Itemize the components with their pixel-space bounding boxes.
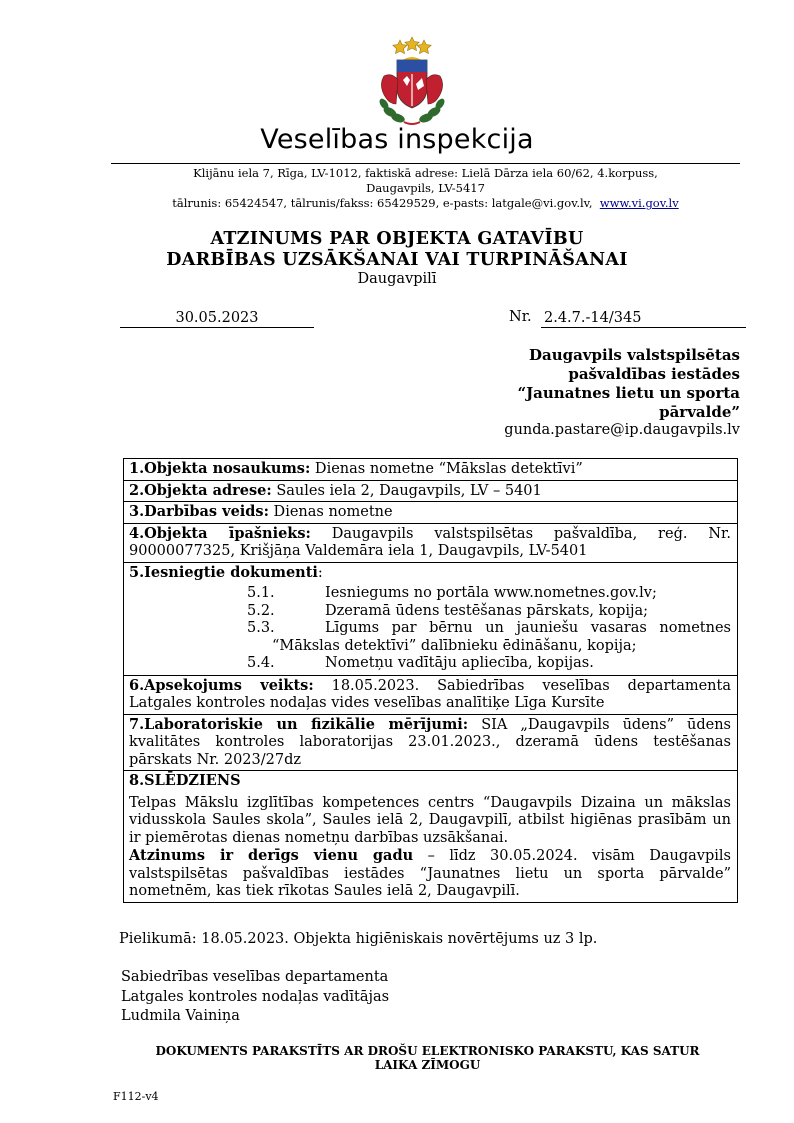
website-link[interactable]: www.vi.gov.lv (599, 196, 679, 210)
list-item: 5.2. Dzeramā ūdens testēšanas pārskats, kopija; (247, 602, 649, 619)
list-item: 5.4. Nometņu vadītāju apliecība, kopijas. (247, 655, 594, 671)
document-title-line-1: ATZINUMS PAR OBJEKTA GATAVĪBU (210, 229, 584, 249)
document-place: Daugavpilī (357, 271, 437, 287)
list-item: 5.3. Līgums par bērnu un jauniešu vasaras nometnes (247, 620, 731, 636)
signature-block (121, 968, 389, 1027)
table-row (124, 459, 738, 481)
document-number: 2.4.7.-14/345 (541, 310, 746, 328)
recipient-line-1: Daugavpils valstspilsētas (528, 346, 740, 364)
contacts-line (111, 196, 740, 211)
table-row (124, 480, 738, 502)
star-icon (393, 37, 431, 54)
documents-list (129, 585, 731, 673)
table-row (124, 714, 738, 771)
signature-name: Ludmila Vainiņa (121, 1008, 240, 1024)
conclusion-paragraph-1: Telpas Mākslu izglītības kompetences centrs “Daugavpils Dizaina un mākslas vidusskola Saules skola”, Saules ielā 2, Daugavpilī, atbilst higiēnas prasībām un ir piemērotas dienas nometņu darbības uzsākšanai. (129, 794, 731, 846)
recipient-email: gunda.pastare@ip.daugavpils.lv (504, 422, 740, 438)
organization-name: Veselības inspekcija (260, 124, 534, 155)
table-row (124, 502, 738, 524)
table-row (124, 562, 738, 675)
section-object-owner: 4.Objekta īpašnieks: Daugavpils valstspilsētas pašvaldība, reģ. Nr. 90000077325, Krišjāņa Valdemāra iela 1, Daugavpils, LV-5401 (124, 523, 738, 562)
number-label: Nr. (509, 309, 532, 325)
recipient-line-4: pārvalde” (659, 403, 740, 421)
section-object-name: 1.Objekta nosaukums: Dienas nometne “Mākslas detektīvi” (124, 459, 738, 481)
table-row (124, 771, 738, 903)
conclusion-table (123, 458, 738, 903)
address-line-2: Daugavpils, LV-5417 (366, 181, 485, 195)
header-divider (111, 163, 740, 164)
section-conclusion: 8.SLĒDZIENS Telpas Mākslu izglītības kompetences centrs “Daugavpils Dizaina un mākslas vidusskola Saules skola”, Saules ielā 2, Daugavpilī, atbilst higiēnas prasībām un ir piemērotas dienas nometņu darbības uzsākšanai. Atzinums ir derīgs vienu gadu – līdz 30.05.2024. visām Daugavpils valstspilsētas pašvaldības iestādes “Jaunatnes lietu un sporta pārvalde” nometnēm, kas tiek rīkotas Saules ielā 2, Daugavpilī. (124, 771, 738, 903)
coat-of-arms-logo (370, 36, 454, 128)
table-row (124, 675, 738, 714)
table-row (124, 523, 738, 562)
section-submitted-documents: 5.Iesniegtie dokumenti: 5.1. Iesniegums no portāla www.nometnes.gov.lv; 5.2. Dzeramā ūdens testēšanas pārskats, kopija; 5.3. Līgums par bērnu un jauniešu vasaras nometnes “Mākslas detektīvi” dalībnieku ēdināšanu, kopija; 5.4. Nometņu vadītāju apliecība, kopijas. (124, 562, 738, 675)
document-title-line-2: DARBĪBAS UZSĀKŠANAI VAI TURPINĀŠANAI (166, 250, 628, 270)
conclusion-paragraph-2: Atzinums ir derīgs vienu gadu – līdz 30.05.2024. visām Daugavpils valstspilsētas pašvaldības iestādes “Jaunatnes lietu un sporta pārvalde” nometnēm, kas tiek rīkotas Saules ielā 2, Daugavpilī. (129, 847, 731, 899)
section-activity-type: 3.Darbības veids: Dienas nometne (124, 502, 738, 524)
recipient-block (440, 346, 740, 422)
list-item-continuation: “Mākslas detektīvi” dalībnieku ēdināšanu, kopija; (272, 637, 637, 654)
recipient-line-2: pašvaldības iestādes (568, 365, 740, 383)
contacts-text: tālrunis: 65424547, tālrunis/fakss: 65429529, e-pasts: latgale@vi.gov.lv, (172, 196, 593, 210)
electronic-signature-notice: DOKUMENTS PARAKSTĪTS AR DROŠU ELEKTRONISKO PARAKSTU, KAS SATUR LAIKA ZĪMOGU (155, 1044, 700, 1072)
section-inspection: 6.Apsekojums veikts: 18.05.2023. Sabiedrības veselības departamenta Latgales kontroles nodaļas vides veselības analītiķe Līga Kursīte (124, 675, 738, 714)
form-code: F112-v4 (113, 1090, 159, 1103)
section-object-address: 2.Objekta adrese: Saules iela 2, Daugavpils, LV – 5401 (124, 480, 738, 502)
document-date: 30.05.2023 (120, 310, 314, 328)
list-item: 5.1. Iesniegums no portāla www.nometnes.gov.lv; (247, 585, 657, 601)
signature-line-2: Latgales kontroles nodaļas vadītājas (121, 988, 390, 1005)
section-measurements: 7.Laboratoriskie un fizikālie mērījumi: SIA „Daugavpils ūdens” ūdens kvalitātes kontroles laboratorijas 23.01.2023., dzeramā ūdens testēšanas pārskats Nr. 2023/27dz (124, 714, 738, 771)
attachment-note: Pielikumā: 18.05.2023. Objekta higiēniskais novērtējums uz 3 lp. (119, 931, 598, 947)
address-line-1: Klijānu iela 7, Rīga, LV-1012, faktiskā adrese: Lielā Dārza iela 60/62, 4.korpuss, (193, 166, 658, 180)
signature-line-1: Sabiedrības veselības departamenta (121, 969, 389, 985)
recipient-line-3: “Jaunatnes lietu un sporta (517, 384, 740, 402)
